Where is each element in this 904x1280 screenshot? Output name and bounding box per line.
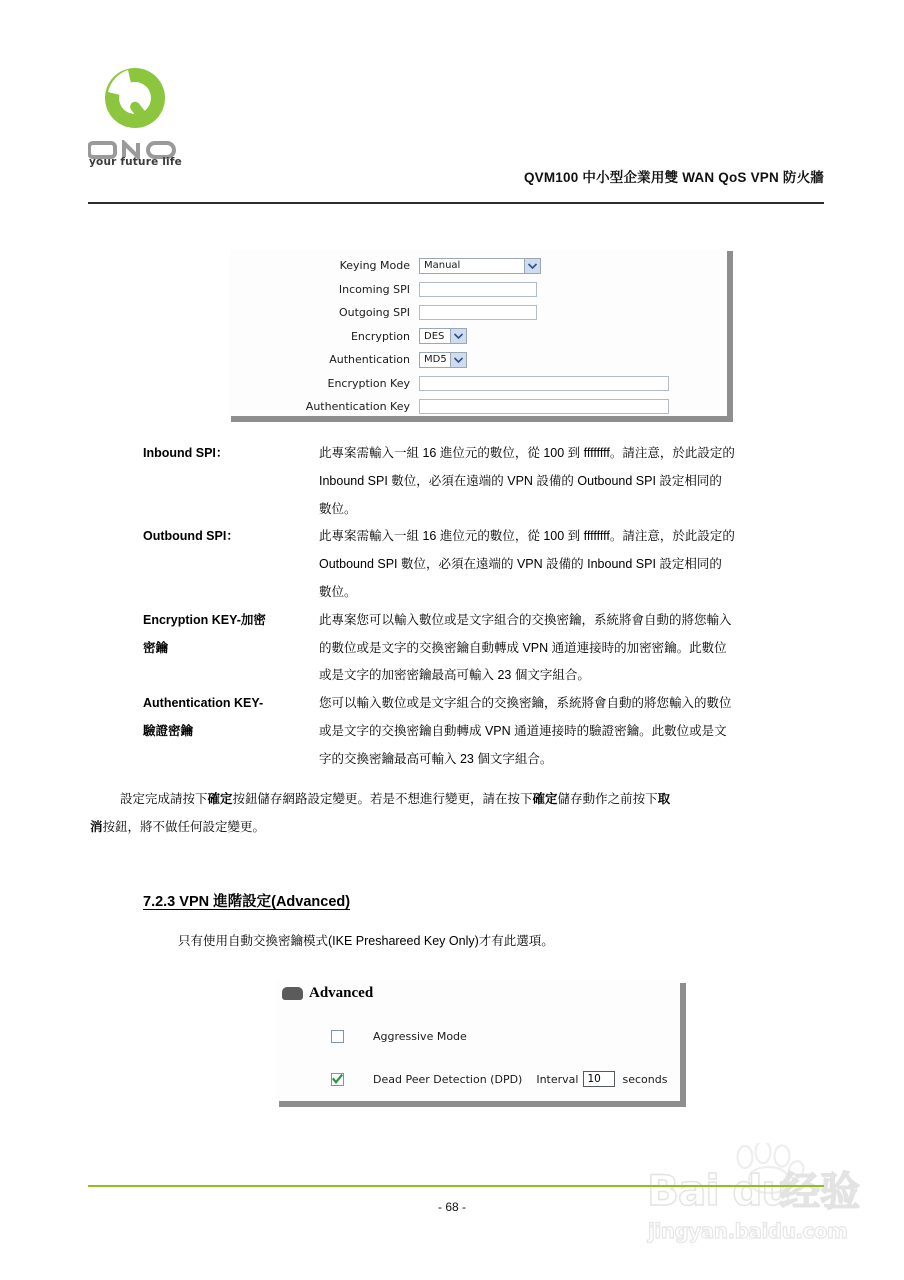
advanced-panel-shadow-right (680, 983, 686, 1107)
form-control-cell (419, 376, 669, 391)
definition-row (143, 690, 824, 773)
form-row (229, 325, 727, 349)
form-control-cell (419, 352, 467, 368)
definition-description (319, 607, 824, 690)
form-row (229, 372, 727, 396)
chevron-down-icon[interactable] (524, 259, 540, 273)
definition-description (319, 440, 824, 523)
input-authentication-key[interactable] (419, 399, 669, 414)
form-row (229, 395, 727, 419)
select-value: DES (424, 330, 445, 342)
form-control-cell (419, 328, 467, 344)
form-control-cell (419, 399, 669, 414)
definition-line: 數位。 (319, 584, 357, 599)
save-cancel-paragraph (90, 785, 824, 841)
form-control-cell (419, 258, 541, 274)
logo-tagline: your future life (89, 156, 182, 168)
definition-line: 此專案需輸入一組 16 進位元的數位，從 100 到 ffffffff。請注意，於此設定的 (319, 446, 735, 460)
form-label: Authentication (329, 353, 410, 367)
section-subtext: 只有使用自動交換密鑰模式(IKE Preshareed Key Only)才有此選項。 (178, 934, 554, 948)
select-encryption[interactable] (419, 328, 467, 344)
form-control-cell (419, 305, 537, 320)
definition-term-line: Encryption KEY-加密 (143, 612, 266, 627)
form-label: Incoming SPI (338, 282, 410, 296)
form-control-cell (419, 282, 537, 297)
advanced-panel-shadow-bottom (279, 1101, 686, 1107)
form-label: Outgoing SPI (338, 306, 410, 320)
definition-line: 或是文字的加密密鑰最高可輸入 23 個文字組合。 (319, 668, 590, 683)
definition-term (143, 440, 319, 468)
para-bold-cancel-2: 消 (90, 820, 103, 834)
aggressive-mode-row (331, 1030, 467, 1043)
dpd-checkbox[interactable] (331, 1073, 344, 1086)
checkmark-icon (332, 1074, 343, 1085)
definition-line: 數位。 (319, 501, 357, 516)
definition-line: 此專案需輸入一組 16 進位元的數位，從 100 到 ffffffff。請注意，於此設定的 (319, 529, 735, 544)
footer-divider (88, 1185, 824, 1187)
para-text-1: 設定完成請按下 (120, 792, 208, 806)
definition-line: 字的交換密鑰最高可輸入 23 個文字組合。 (319, 751, 553, 766)
select-value: MD5 (424, 354, 447, 366)
definition-line: 您可以輸入數位或是文字組合的交換密鑰，系統將會自動的將您輸入的數位 (319, 696, 732, 711)
manual-keying-screenshot-panel (229, 249, 727, 416)
para-bold-confirm-2: 確定 (532, 792, 558, 806)
definition-term (143, 690, 319, 746)
definition-line: Outbound SPI 數位，必須在遠端的 VPN 設備的 Inbound SPI 設定相同的 (319, 557, 722, 572)
advanced-panel-header (282, 986, 373, 1001)
definition-row (143, 607, 824, 690)
definition-term-line: 驗證密鑰 (143, 723, 194, 738)
qno-q-icon (98, 64, 172, 138)
form-label: Encryption Key (327, 376, 410, 390)
definition-line: 的數位或是文字的交換密鑰自動轉成 VPN 通道連接時的加密密鑰。此數位 (319, 640, 727, 655)
form-row (229, 278, 727, 302)
definition-description (319, 523, 824, 606)
para-bold-cancel-1: 取 (657, 792, 671, 806)
input-incoming-spi[interactable] (419, 282, 537, 297)
para-text-3: 儲存動作之前按下 (557, 792, 658, 806)
select-value: Manual (424, 260, 461, 272)
paw-print-icon (729, 1143, 805, 1195)
field-descriptions-list (143, 440, 824, 774)
select-authentication[interactable] (419, 352, 467, 368)
definition-line: 此專案您可以輸入數位或是文字組合的交換密鑰，系統將會自動的將您輸入 (319, 612, 732, 627)
form-label: Encryption (350, 329, 410, 343)
dpd-label: Dead Peer Detection (DPD) (373, 1072, 523, 1086)
baidu-watermark (641, 1143, 891, 1255)
qno-logo (88, 58, 198, 168)
definition-line: Inbound SPI 數位，必須在遠端的 VPN 設備的 Outbound SPI 設定相同的 (319, 473, 722, 488)
definition-term-line: Authentication KEY- (143, 696, 264, 711)
header-divider (88, 202, 824, 204)
watermark-sub-text: jingyan.baidu.com (648, 1219, 848, 1243)
definition-term (143, 523, 319, 551)
para-bold-confirm-1: 確定 (207, 792, 233, 806)
advanced-screenshot-panel (276, 980, 680, 1101)
definition-term (143, 607, 319, 663)
advanced-panel-title: Advanced (309, 985, 374, 1001)
para-text-4: 按鈕，將不做任何設定變更。 (102, 820, 266, 834)
aggressive-mode-label: Aggressive Mode (373, 1030, 467, 1043)
dpd-row (331, 1071, 667, 1087)
panel-shadow-right (727, 251, 733, 422)
definition-term-line: Outbound SPI： (143, 529, 239, 544)
form-label: Authentication Key (305, 400, 410, 414)
form-row (229, 301, 727, 325)
header-title: QVM100 中小型企業用雙 WAN QoS VPN 防火牆 (523, 170, 824, 185)
para-text-2: 按鈕儲存網路設定變更。若是不想進行變更，請在按下 (232, 792, 533, 806)
manual-keying-form (229, 254, 727, 419)
form-row (229, 254, 727, 278)
dpd-interval-input[interactable]: 10 (583, 1071, 615, 1087)
watermark-main-text: Bai du (647, 1166, 791, 1215)
input-outgoing-spi[interactable] (419, 305, 537, 320)
definition-description (319, 690, 824, 773)
form-label: Keying Mode (339, 259, 410, 273)
definition-line: 或是文字的交換密鑰自動轉成 VPN 通道連接時的驗證密鑰。此數位或是文 (319, 723, 727, 738)
chevron-down-icon[interactable] (450, 329, 466, 343)
definition-row (143, 523, 824, 606)
watermark-cn-text: 经验 (780, 1170, 860, 1214)
chevron-down-icon[interactable] (450, 353, 466, 367)
definition-term-line: 密鑰 (143, 640, 169, 655)
section-heading-723: 7.2.3 VPN 進階設定(Advanced) (143, 894, 351, 910)
page-number: - 68 - (437, 1200, 466, 1214)
panel-tab-icon (282, 987, 303, 1000)
dpd-interval-label: Interval (536, 1072, 579, 1086)
definition-row (143, 440, 824, 523)
form-row (229, 348, 727, 372)
page-header (88, 58, 824, 208)
input-encryption-key[interactable] (419, 376, 669, 391)
definition-term-line: Inbound SPI： (143, 446, 229, 460)
select-keying-mode[interactable] (419, 258, 541, 274)
dpd-seconds-label: seconds (622, 1072, 668, 1086)
aggressive-mode-checkbox[interactable] (331, 1030, 344, 1043)
